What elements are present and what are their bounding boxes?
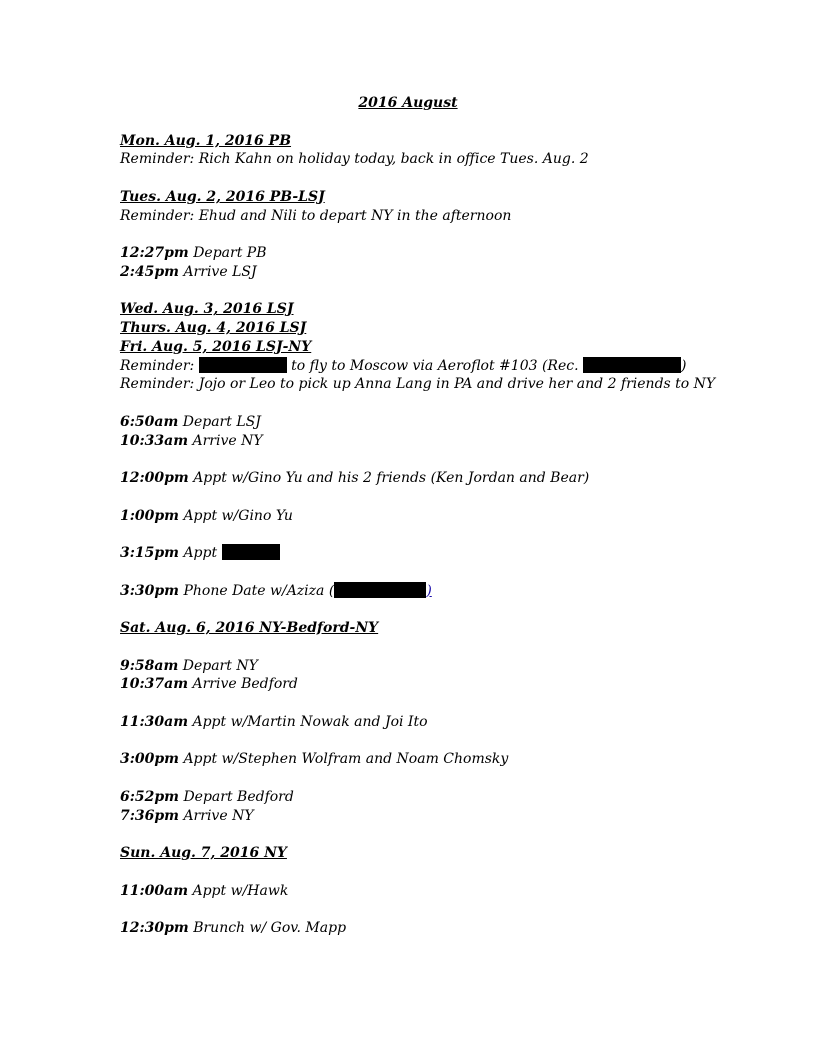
entry-time: 12:30pm xyxy=(120,920,189,936)
schedule-entry xyxy=(120,507,740,526)
schedule-entry xyxy=(120,413,740,432)
schedule-entry xyxy=(120,882,740,901)
entry-text: Appt w/Gino Yu and his 2 friends (Ken Jordan and Bear) xyxy=(188,470,590,486)
entry-text: Arrive Bedford xyxy=(188,676,298,693)
entry-text: Arrive NY xyxy=(179,807,254,824)
entry-text: Brunch w/ Gov. Mapp xyxy=(188,920,347,936)
reminder-prefix: Reminder: xyxy=(120,357,199,374)
redaction-block xyxy=(334,582,426,598)
entry-time: 12:27pm xyxy=(120,245,189,261)
schedule-entry xyxy=(120,432,740,451)
entry-text: Appt w/Gino Yu xyxy=(179,507,293,524)
entry-text: Appt w/Martin Nowak and Joi Ito xyxy=(188,713,428,730)
redacted-phone-link[interactable] xyxy=(334,583,431,599)
entry-time: 11:00am xyxy=(120,882,189,899)
entry-text: Depart Bedford xyxy=(179,788,294,805)
entry-text: Arrive LSJ xyxy=(179,263,257,280)
entry-time: 1:00pm xyxy=(120,507,179,524)
schedule-entry xyxy=(120,788,740,807)
entry-time: 10:37am xyxy=(120,676,189,693)
entry-text: Depart LSJ xyxy=(178,413,261,430)
entry-time: 6:52pm xyxy=(120,788,179,805)
schedule-entry xyxy=(120,919,740,938)
entry-time: 11:30am xyxy=(120,713,189,730)
entry-time: 3:15pm xyxy=(120,545,179,561)
entry-time: 3:30pm xyxy=(120,582,179,599)
entry-text: Appt w/Stephen Wolfram and Noam Chomsky xyxy=(179,751,509,768)
entry-time: 12:00pm xyxy=(120,470,189,486)
schedule-entry xyxy=(120,263,740,282)
entry-time: 3:00pm xyxy=(120,751,179,768)
reminder-close: ) xyxy=(681,357,687,374)
day-heading-aug-2: Tues. Aug. 2, 2016 PB-LSJ xyxy=(120,188,325,205)
schedule-entry xyxy=(120,750,740,769)
day-heading-aug-4: Thurs. Aug. 4, 2016 LSJ xyxy=(120,320,307,336)
entry-time: 7:36pm xyxy=(120,807,179,824)
reminder-aug-2: Reminder: Ehud and Nili to depart NY in the afternoon xyxy=(120,207,512,224)
entry-time: 9:58am xyxy=(120,657,179,674)
schedule-entry xyxy=(120,244,740,263)
entry-text: Phone Date w/Aziza ( xyxy=(179,582,335,599)
entry-text: Appt xyxy=(179,545,222,561)
reminder-aug-5-pickup: Reminder: Jojo or Leo to pick up Anna Lang in PA and drive her and 2 friends to NY xyxy=(120,376,716,393)
day-heading-aug-7: Sun. Aug. 7, 2016 NY xyxy=(120,845,287,861)
schedule-entry xyxy=(120,582,740,601)
redaction-block xyxy=(222,544,280,560)
entry-time: 10:33am xyxy=(120,432,189,449)
reminder-text: to fly to Moscow via Aeroflot #103 (Rec. xyxy=(286,357,583,374)
day-heading-aug-1: Mon. Aug. 1, 2016 PB xyxy=(120,132,292,149)
entry-text: Arrive NY xyxy=(188,432,263,449)
entry-text: Depart NY xyxy=(178,657,258,674)
reminder-aug-1: Reminder: Rich Kahn on holiday today, back in office Tues. Aug. 2 xyxy=(120,151,589,168)
day-heading-aug-5: Fri. Aug. 5, 2016 LSJ-NY xyxy=(120,338,312,355)
schedule-entry xyxy=(120,807,740,826)
redaction-block xyxy=(583,357,681,373)
entry-text: Appt w/Hawk xyxy=(188,882,289,899)
document-title: 2016 August xyxy=(358,95,458,111)
entry-time: 6:50am xyxy=(120,413,179,430)
schedule-entry xyxy=(120,713,740,732)
reminder-aug-5-flight xyxy=(120,357,740,376)
schedule-entry xyxy=(120,657,740,676)
redaction-block xyxy=(199,357,287,373)
link-close: ) xyxy=(426,582,432,599)
schedule-entry xyxy=(120,544,740,563)
day-heading-aug-6: Sat. Aug. 6, 2016 NY-Bedford-NY xyxy=(120,620,379,636)
entry-text: Depart PB xyxy=(188,245,267,261)
day-heading-aug-3: Wed. Aug. 3, 2016 LSJ xyxy=(120,301,294,318)
schedule-entry xyxy=(120,675,740,694)
document-page xyxy=(120,94,740,938)
entry-time: 2:45pm xyxy=(120,263,179,280)
schedule-entry xyxy=(120,469,740,488)
